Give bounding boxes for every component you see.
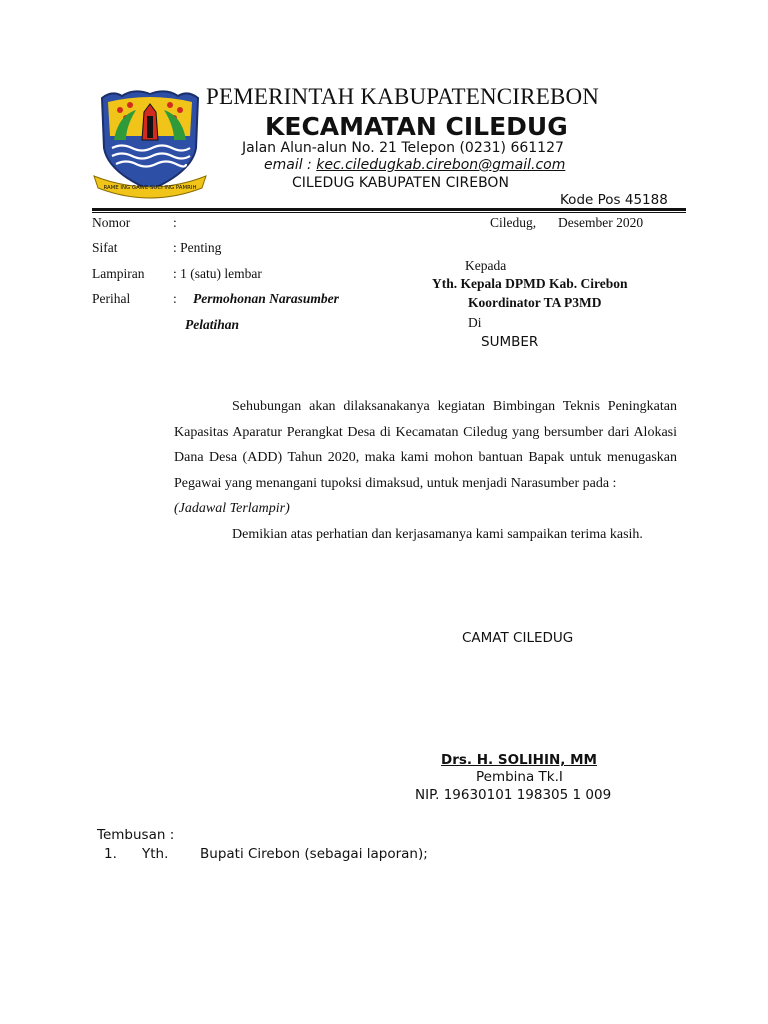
body-paragraph-1: Sehubungan akan dilaksanakanya kegiatan Bimbingan Teknis Peningkatan Kapasitas Aparatur Perangkat Desa di Kecamatan Ciledug yang bersumber dari Alokasi Dana Desa (ADD) Tahun 2020, maka kami mohon bantuan Bapak untuk menugaskan Pegawai yang menangani tupoksi dimaksud, untuk menjadi Narasumber pada : [174,399,677,491]
office-title: KECAMATAN CILEDUG [265,112,568,141]
recipient-kepada: Kepada [465,258,507,273]
lampiran-label: Lampiran [92,266,145,281]
recipient-line2: Koordinator TA P3MD [468,295,602,310]
perihal-label: Perihal [92,291,131,306]
perihal-subject-line1: Permohonan Narasumber [193,291,339,306]
letter-body [174,394,677,547]
lampiran-value: : 1 (satu) lembar [173,266,262,281]
email-label: email : [264,157,317,173]
recipient-line1: Yth. Kepala DPMD Kab. Cirebon [432,276,628,291]
sifat-label: Sifat [92,240,118,255]
attachment-note: (Jadawal Terlampir) [174,501,290,516]
perihal-subject-line2: Pelatihan [185,317,240,332]
letterhead-rule-thin [92,212,686,213]
letter-date: Desember 2020 [558,215,644,230]
nomor-label: Nomor [92,215,131,230]
cirebon-regency-emblem [92,86,208,204]
body-paragraph-2: Demikian atas perhatian dan kerjasamanya kami sampaikan terima kasih. [232,526,643,542]
government-title: PEMERINTAH KABUPATENCIREBON [206,84,600,109]
letter-place: Ciledug, [490,215,537,230]
office-city: CILEDUG KABUPATEN CIREBON [292,175,509,191]
letterhead-rule-thick [92,208,686,211]
cc-item-text: Bupati Cirebon (sebagai laporan); [200,846,428,862]
cc-heading: Tembusan : [97,827,175,843]
logo-motto: RAME ING GAWE SUCI ING PAMRIH [103,185,197,191]
email-link[interactable]: kec.ciledugkab.cirebon@gmail.com [316,157,566,173]
recipient-di: Di [468,315,482,330]
recipient-city: SUMBER [481,334,539,350]
office-address: Jalan Alun-alun No. 21 Telepon (0231) 661127 [242,140,564,156]
sifat-value: : Penting [173,240,222,255]
postal-code: Kode Pos 45188 [560,192,668,208]
nomor-value: : [173,215,177,230]
perihal-colon: : [173,291,177,306]
signatory-name: Drs. H. SOLIHIN, MM [441,752,597,768]
office-email-line [264,157,565,173]
signatory-rank: Pembina Tk.I [476,769,563,785]
cc-item-honorific: Yth. [142,846,169,862]
cc-item-number: 1. [104,846,117,862]
signature-title: CAMAT CILEDUG [462,630,574,646]
signatory-nip: NIP. 19630101 198305 1 009 [415,787,612,803]
